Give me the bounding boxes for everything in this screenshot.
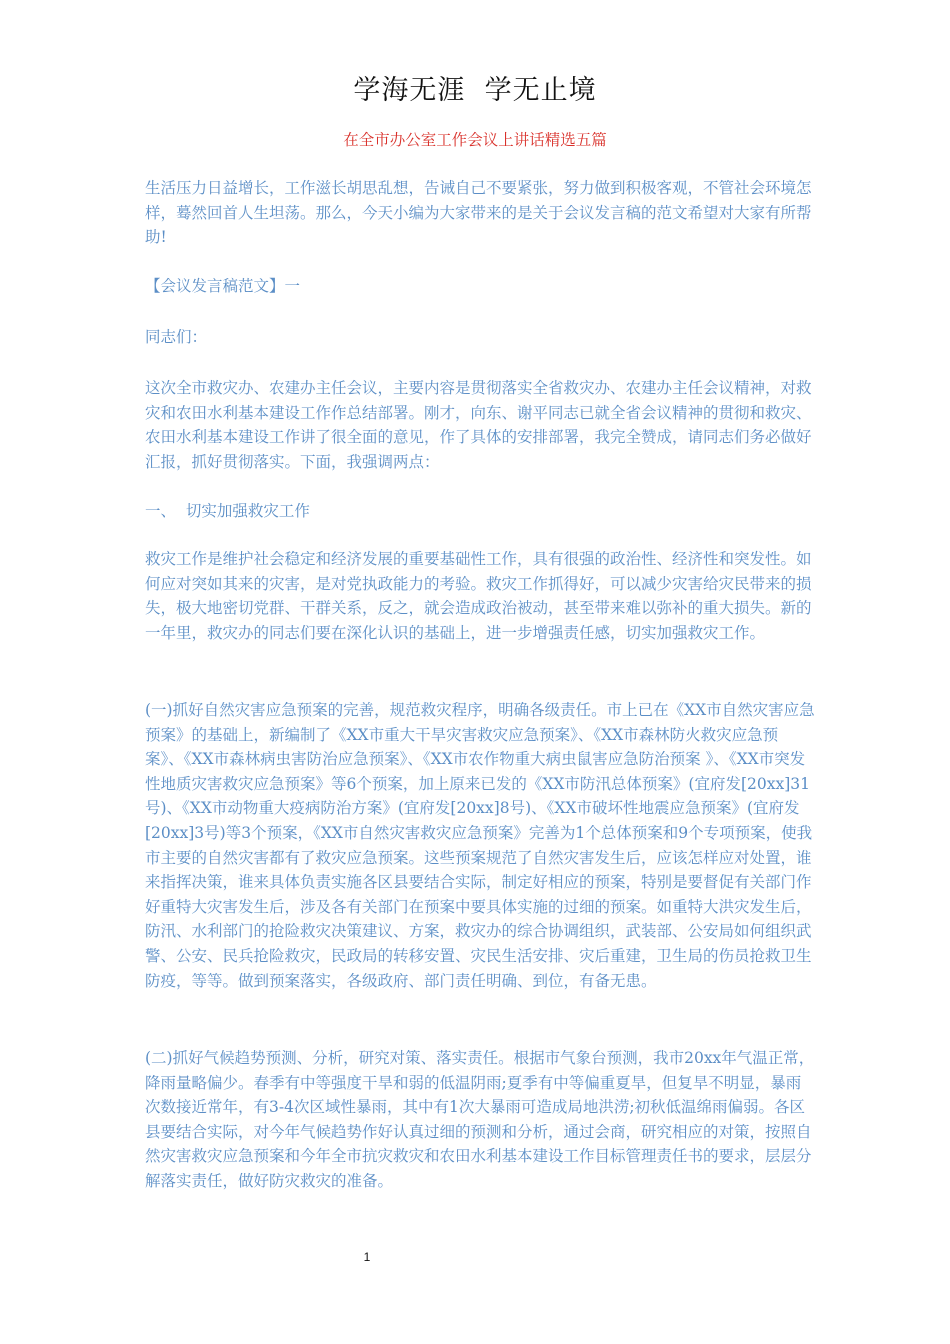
salutation	[145, 325, 815, 350]
header-title: 学海无涯 学无止境	[353, 75, 597, 106]
point-1-heading-text: 一、 切实加强救灾工作	[145, 502, 310, 520]
paragraph-3	[145, 698, 815, 993]
paragraph-2	[145, 547, 815, 645]
paragraph-1	[145, 376, 815, 474]
paragraph-1-text: 这次全市救灾办、农建办主任会议，主要内容是贯彻落实全省救灾办、农建办主任会议精神，对救灾和农田水利基本建设工作作总结部署。刚才，向东、谢平同志已就全省会议精神的贯彻和救灾、农田水利基本建设工作讲了很全面的意见，作了具体的安排部署，我完全赞成，请同志们务必做好汇报，抓好贯彻落实。下面，我强调两点：	[145, 379, 812, 471]
salutation-text: 同志们：	[145, 328, 208, 346]
paragraph-4-text: (二)抓好气候趋势预测、分析，研究对策、落实责任。根据市气象台预测，我市20xx年气温正常，降雨量略偏少。春季有中等强度干旱和弱的低温阴雨;夏季有中等偏重夏旱，但复旱不明显，暴雨次数接近常年，有3-4次区域性暴雨，其中有1次大暴雨可造成局地洪涝;初秋低温绵雨偏弱。各区县要结合实际，对今年气候趋势作好认真过细的预测和分析，通过会商，研究相应的对策，按照自然灾害救灾应急预案和今年全市抗灾救灾和农田水利基本建设工作目标管理责任书的要求，层层分解落实责任，做好防灾救灾的准备。	[145, 1049, 815, 1190]
intro-paragraph	[145, 176, 815, 250]
point-1-heading	[145, 499, 815, 524]
section-heading	[145, 274, 815, 299]
paragraph-2-text: 救灾工作是维护社会稳定和经济发展的重要基础性工作，具有很强的政治性、经济性和突发性。如何应对突如其来的灾害，是对党执政能力的考验。救灾工作抓得好，可以减少灾害给灾民带来的损失，极大地密切党群、干群关系，反之，就会造成政治被动，甚至带来难以弥补的重大损失。新的一年里，救灾办的同志们要在深化认识的基础上，进一步增强责任感，切实加强救灾工作。	[145, 550, 812, 642]
section-heading-text: 【会议发言稿范文】一	[145, 277, 301, 295]
paragraph-4	[145, 1046, 815, 1194]
document-subtitle: 在全市办公室工作会议上讲话精选五篇	[343, 131, 607, 149]
intro-text: 生活压力日益增长，工作滋长胡思乱想，告诫自己不要紧张，努力做到积极客观，不管社会环境怎样，蓦然回首人生坦荡。那么，今天小编为大家带来的是关于会议发言稿的范文希望对大家有所帮助!	[145, 179, 812, 247]
paragraph-3-text: (一)抓好自然灾害应急预案的完善，规范救灾程序，明确各级责任。市上已在《XX市自然灾害应急预案》的基础上，新编制了《XX市重大干旱灾害救灾应急预案》、《XX市森林防火救灾应急预案》、《XX市森林病虫害防治应急预案》、《XX市农作物重大病虫鼠害应急防治预案 》、《XX市突发性地质灾害救灾应急预案》等6个预案，加上原来已发的《XX市防汛总体预案》(宜府发[20xx]31号)、《XX市动物重大疫病防治方案》(宜府发[20xx]8号)、《XX市破坏性地震应急预案》(宜府发[20xx]3号)等3个预案，《XX市自然灾害救灾应急预案》完善为1个总体预案和9个专项预案，使我市主要的自然灾害都有了救灾应急预案。这些预案规范了自然灾害发生后，应该怎样应对处置，谁来指挥决策，谁来具体负责实施各区县要结合实际，制定好相应的预案，特别是要督促有关部门作好重特大灾害发生后，涉及各有关部门在预案中要具体实施的过细的预案。如重特大洪灾发生后，防汛、水利部门的抢险救灾决策建议、方案，救灾办的综合协调组织，武装部、公安局如何组织武警、公安、民兵抢险救灾，民政局的转移安置、灾民生活安排、灾后重建，卫生局的伤员抢救卫生防疫，等等。做到预案落实，各级政府、部门责任明确、到位，有备无患。	[145, 701, 815, 990]
page-number: 1	[363, 1250, 371, 1264]
